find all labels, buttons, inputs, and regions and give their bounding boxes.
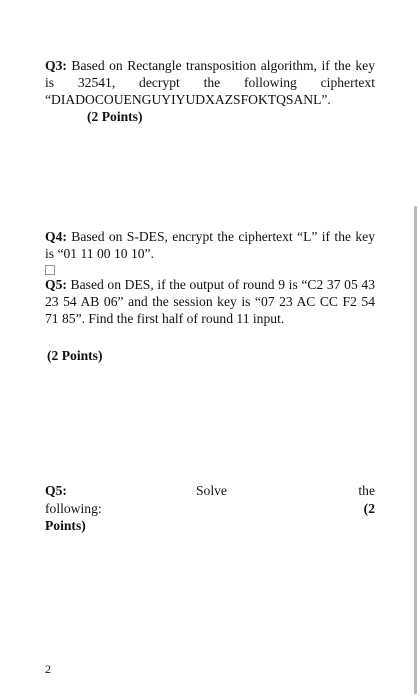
q3-label: Q3: (45, 58, 67, 73)
q5b-points-close: Points) (45, 518, 86, 533)
q3-text (45, 57, 375, 108)
question-q5-des (45, 276, 375, 327)
page-number: 2 (45, 662, 51, 676)
q5b-word-solve: Solve (196, 483, 227, 498)
q5b-label: Q5: (45, 483, 67, 498)
vertical-scrollbar[interactable] (414, 206, 417, 694)
q5b-points-open: (2 (363, 501, 375, 516)
q4-text (45, 228, 375, 262)
q5b-word-the: the (358, 483, 375, 498)
q5a-points: (2 Points) (47, 348, 103, 363)
q5a-label: Q5: (45, 277, 67, 292)
question-q4 (45, 228, 375, 279)
q5a-body: Based on DES, if the output of round 9 is “C2 37 05 43 23 54 AB 06” and the session key is “07 23 AC CC F2 54 71 85”. Find the first half of round 11 input. (45, 277, 375, 326)
checkbox-icon (45, 265, 55, 275)
q5b-word-following: following: (45, 501, 102, 516)
q4-label: Q4: (45, 229, 67, 244)
question-q3 (45, 57, 375, 125)
q3-body: Based on Rectangle transposition algorithm, if the key is 32541, decrypt the following ciphertext “DIADOCOUENGUYIYUDXAZSFOKTQSANL”. (45, 58, 375, 107)
q4-body: Based on S-DES, encrypt the ciphertext “L” if the key is “01 11 00 10 10”. (45, 229, 375, 261)
q3-points: (2 Points) (87, 109, 143, 124)
